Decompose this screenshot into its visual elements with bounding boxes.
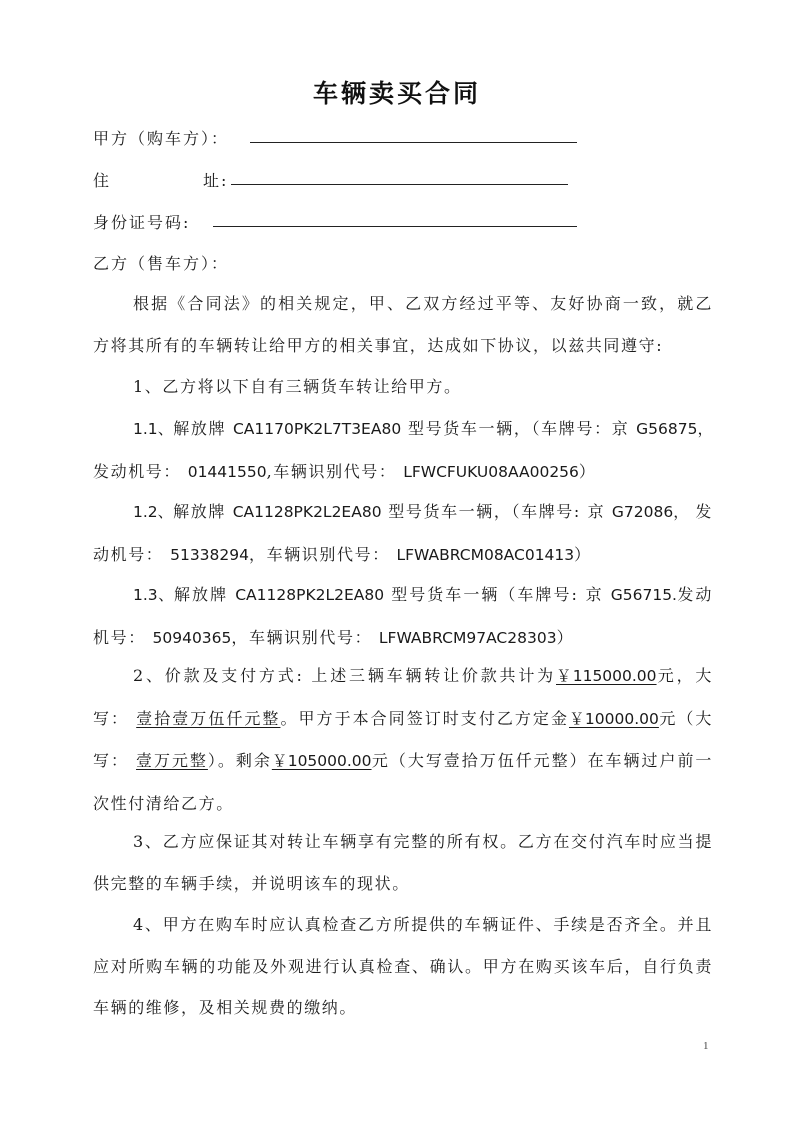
- total-price: ￥115000.00: [556, 667, 657, 685]
- plate-number: G72086，: [611, 503, 689, 521]
- vehicle-1-1: 1.1、解放牌 CA1170PK2L7T3EA80 型号货车一辆，（车牌号：京 G56875， 发动机号： 01441550,车辆识别代号： LFWCFUKU08AA00256）: [93, 419, 714, 481]
- deposit-amount: ￥10000.00: [569, 709, 659, 728]
- buyer-name-blank[interactable]: [250, 142, 577, 143]
- vehicle-model: CA1128PK2L2EA80: [235, 586, 385, 604]
- total-price-words: 壹拾壹万伍仟元整: [136, 708, 281, 728]
- vin-number: LFWCFUKU08AA00256: [403, 462, 579, 481]
- intro-paragraph: 根据《合同法》的相关规定，甲、乙双方经过平等、友好协商一致，就乙方将其所有的车辆转让给甲方的相关事宜，达成如下协议，以兹共同遵守:: [93, 294, 713, 355]
- clause-1: 1、乙方将以下自有三辆货车转让给甲方。: [133, 377, 462, 396]
- buyer-field-label: 甲方（购车方）：: [93, 129, 230, 148]
- clause-2-payment: 2、价款及支付方式: 上述三辆车辆转让价款共计为￥115000.00元，大写： 壹拾壹万伍仟元整。甲方于本合同签订时支付乙方定金￥10000.00元（大写： 壹万元整）。剩余￥105000.00元（大写壹拾万伍仟元整）在车辆过户前一次性付清给乙方。: [93, 666, 714, 813]
- id-number-blank[interactable]: [213, 226, 577, 227]
- engine-number: 51338294: [170, 545, 249, 564]
- document-title: 车辆卖买合同: [312, 79, 481, 108]
- engine-number: 01441550: [187, 462, 267, 481]
- vehicle-model: CA1170PK2L7T3EA80: [232, 420, 402, 438]
- address-blank[interactable]: [231, 184, 568, 185]
- vin-number: LFWABRCM97AC28303: [378, 628, 557, 647]
- address-label-part1: 住: [93, 171, 112, 190]
- seller-field-label: 乙方（售车方）：: [93, 254, 230, 273]
- vehicle-1-2: 1.2、解放牌 CA1128PK2L2EA80 型号货车一辆，（车牌号: 京 G72086， 发动机号： 51338294，车辆识别代号： LFWABRCM08AC01413）: [93, 502, 714, 564]
- address-field-label: [93, 168, 228, 191]
- clause-3: 3、乙方应保证其对转让车辆享有完整的所有权。乙方在交付汽车时应当提供完整的车辆手续，并说明该车的现状。: [93, 832, 713, 893]
- deposit-words: 壹万元整: [136, 751, 208, 771]
- vin-number: LFWABRCM08AC01413: [396, 545, 575, 564]
- balance-amount: ￥105000.00: [271, 752, 372, 771]
- clause-4: 4、甲方在购车时应认真检查乙方所提供的车辆证件、手续是否齐全。并且应对所购车辆的功能及外观进行认真检查、确认。甲方在购买该车后，自行负责车辆的维修，及相关规费的缴纳。: [93, 915, 713, 1018]
- id-number-field-label: 身份证号码:: [93, 213, 191, 232]
- plate-number: G56875，: [636, 420, 714, 438]
- vehicle-1-3: 1.3、解放牌 CA1128PK2L2EA80 型号货车一辆（车牌号: 京 G56715.发动机号： 50940365，车辆识别代号： LFWABRCM97AC28303）: [93, 585, 714, 647]
- engine-number: 50940365: [152, 628, 232, 647]
- plate-number: G56715.: [610, 586, 677, 604]
- page-number: 1: [703, 1040, 709, 1052]
- vehicle-model: CA1128PK2L2EA80: [232, 503, 382, 521]
- address-label-part2: 址:: [203, 171, 229, 190]
